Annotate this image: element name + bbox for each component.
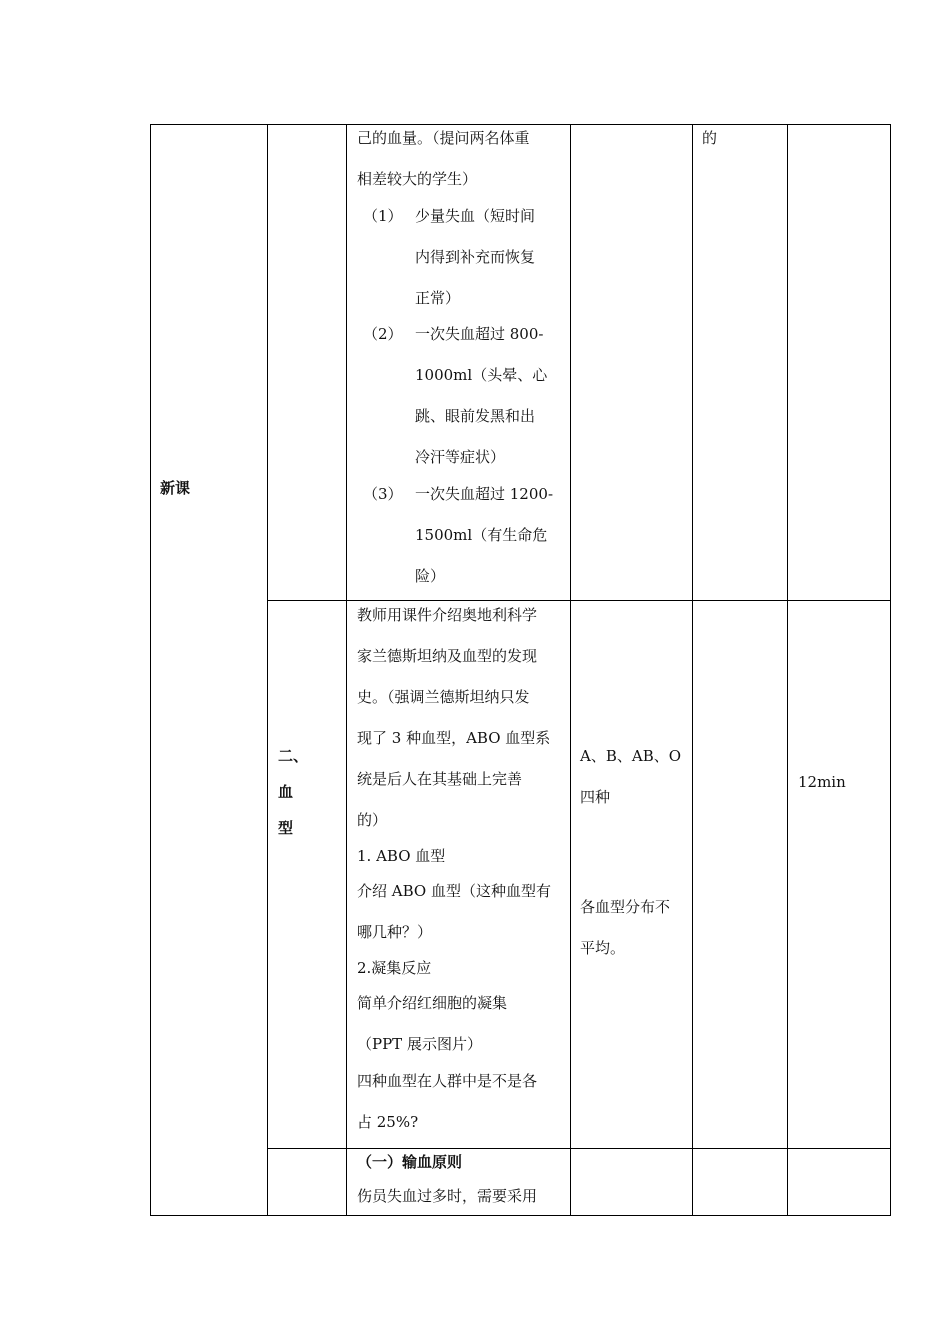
table-border-left — [150, 124, 151, 1216]
text-line: 四种血型在人群中是不是各 — [357, 1072, 538, 1090]
text-line: 平均。 — [580, 939, 626, 957]
text-line: 险） — [415, 567, 446, 585]
text-line: 的） — [357, 811, 388, 829]
time-cell: 12min — [798, 773, 846, 791]
text-line: 正常） — [415, 289, 461, 307]
section-heading: （一）输血原则 — [357, 1153, 463, 1171]
note-cell: 的 — [702, 129, 718, 147]
text-line: 1. ABO 血型 — [357, 847, 446, 865]
topic-line: 型 — [278, 819, 294, 837]
table-border-right — [890, 124, 891, 1216]
text-line: 一次失血超过 1200- — [415, 485, 554, 503]
column-divider — [267, 124, 268, 1216]
item-number: （1） — [363, 207, 403, 225]
text-line: 相差较大的学生） — [357, 170, 478, 188]
text-line: 跳、眼前发黑和出 — [415, 407, 536, 425]
section-label: 新课 — [160, 479, 191, 497]
text-line: 一次失血超过 800- — [415, 325, 544, 343]
text-line: 各血型分布不 — [580, 898, 671, 916]
column-divider — [692, 124, 693, 1216]
text-line: 内得到补充而恢复 — [415, 248, 536, 266]
text-line: 四种 — [580, 788, 611, 806]
text-line: 教师用课件介绍奥地利科学 — [357, 606, 538, 624]
text-line: 1500ml（有生命危 — [415, 526, 548, 544]
text-line: 哪几种？） — [357, 923, 433, 941]
text-line: 己的血量。（提问两名体重 — [357, 129, 530, 147]
teacher-activity-cell — [357, 124, 569, 600]
column-divider — [346, 124, 347, 1216]
teacher-activity-cell — [357, 1148, 569, 1215]
text-line: （PPT 展示图片） — [357, 1035, 482, 1053]
topic-cell — [278, 600, 346, 1148]
text-line: 统是后人在其基础上完善 — [357, 770, 523, 788]
lesson-table — [150, 124, 891, 1216]
text-line: 简单介绍红细胞的凝集 — [357, 994, 508, 1012]
topic-line: 二、 — [278, 747, 309, 765]
text-line: 少量失血（短时间 — [415, 207, 536, 225]
text-line: A、B、AB、O — [580, 747, 682, 765]
topic-line: 血 — [278, 783, 294, 801]
text-line: 现了 3 种血型，ABO 血型系 — [357, 729, 551, 747]
text-line: 占 25%? — [357, 1113, 419, 1131]
text-line: 冷汗等症状） — [415, 448, 506, 466]
text-line: 1000ml（头晕、心 — [415, 366, 548, 384]
column-divider — [787, 124, 788, 1216]
text-line: 伤员失血过多时，需要采用 — [357, 1187, 538, 1205]
text-line: 家兰德斯坦纳及血型的发现 — [357, 647, 538, 665]
text-line: 介绍 ABO 血型（这种血型有 — [357, 882, 551, 900]
table-border-bottom — [150, 1215, 891, 1216]
item-number: （3） — [363, 485, 403, 503]
item-number: （2） — [363, 325, 403, 343]
text-line: 2.凝集反应 — [357, 959, 432, 977]
student-activity-cell — [580, 600, 692, 1148]
teacher-activity-cell — [357, 600, 569, 1148]
text-line: 史。（强调兰德斯坦纳只发 — [357, 688, 530, 706]
column-divider — [570, 124, 571, 1216]
